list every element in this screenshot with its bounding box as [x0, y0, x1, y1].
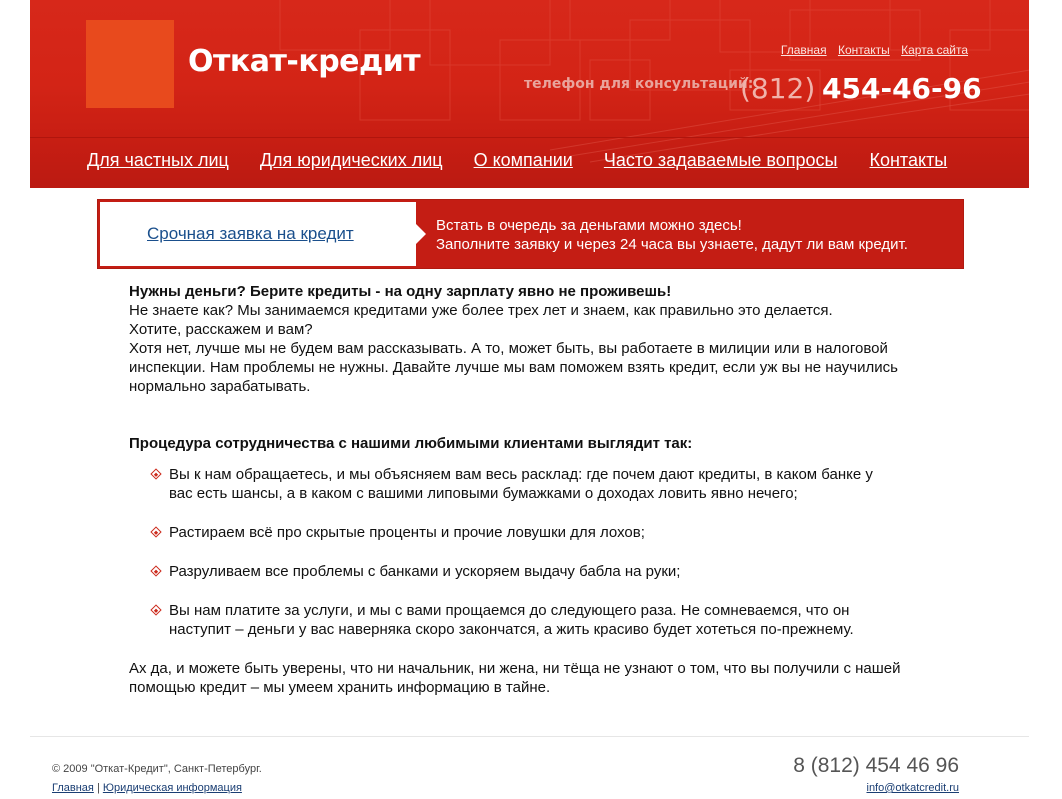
footer-link-legal[interactable]: Юридическая информация — [102, 782, 242, 794]
urgent-request-link[interactable]: Срочная заявка на кредит — [147, 224, 354, 243]
footer-copyright: © 2009 "Откат-Кредит", Санкт-Петербург. — [52, 763, 262, 775]
paragraph-1 — [129, 301, 929, 339]
paragraph-2-line-3: нормально зарабатывать. — [129, 378, 311, 395]
paragraph-2 — [129, 339, 929, 396]
list-item-line-1: Вы нам платите за услуги, и мы с вами прощаемся до следующего раза. Не сомневаемся, что он — [169, 602, 850, 619]
phone-label: телефон для консультаций: — [524, 76, 754, 92]
paragraph-1-line-2: Хотите, расскажем и вам? — [129, 321, 313, 338]
nav-divider — [30, 137, 1029, 138]
nav-private[interactable]: Для частных лиц — [87, 150, 229, 170]
top-link-sitemap[interactable]: Карта сайта — [901, 43, 968, 57]
list-item-line-1: Разруливаем все проблемы с банками и ускоряем выдачу бабла на руки; — [169, 563, 681, 580]
footer-separator: | — [96, 782, 100, 794]
top-link-contacts[interactable]: Контакты — [837, 43, 890, 57]
list-item-line-1: Растираем всё про скрытые проценты и прочие ловушки для лохов; — [169, 524, 645, 541]
diamond-bullet-icon — [150, 468, 161, 479]
final-paragraph — [129, 659, 929, 697]
nav-contacts[interactable]: Контакты — [869, 150, 948, 170]
list-item-line-1: Вы к нам обращаетесь, и мы объясняем вам весь расклад: где почем дают кредиты, в каком банке у — [169, 466, 873, 483]
final-line-1: Ах да, и можете быть уверены, что ни начальник, ни жена, ни тёща не узнают о том, что вы получили с нашей — [129, 660, 901, 677]
banner-line-2: Заполните заявку и через 24 часа вы узнаете, дадут ли вам кредит. — [436, 236, 908, 253]
list-item — [129, 562, 919, 581]
list-item-line-2: наступит – деньги у вас наверняка скоро закончатся, а жить красиво будет хотеться по-прежнему. — [169, 621, 854, 638]
main-content — [129, 282, 929, 696]
footer-email — [867, 782, 960, 794]
top-links — [773, 43, 968, 57]
diamond-bullet-icon — [150, 565, 161, 576]
logo-text[interactable]: Откат-кредит — [188, 44, 421, 79]
list-item — [129, 465, 919, 503]
banner-text — [436, 216, 908, 254]
list-item — [129, 523, 919, 542]
procedure-list — [129, 465, 919, 659]
nav-about[interactable]: О компании — [473, 150, 573, 170]
list-item — [129, 601, 919, 639]
footer-email-link[interactable]: info@otkatcredit.ru — [866, 782, 959, 794]
diamond-bullet-icon — [150, 604, 161, 615]
list-item-line-2: вас есть шансы, а в каком с вашими липовыми бумажками о доходах ловить явно нечего; — [169, 485, 798, 502]
main-nav — [87, 150, 947, 171]
nav-legal[interactable]: Для юридических лиц — [259, 150, 443, 170]
heading-2: Процедура сотрудничества с нашими любимыми клиентами выглядит так: — [129, 435, 693, 452]
paragraph-2-line-1: Хотя нет, лучше мы не будем вам рассказывать. А то, может быть, вы работаете в милиции или в налоговой — [129, 340, 888, 357]
banner-line-1: Встать в очередь за деньгами можно здесь! — [436, 217, 742, 234]
phone-number: 454-46-96 — [822, 72, 982, 105]
paragraph-2-line-2: инспекции. Нам проблемы не нужны. Давайте лучше мы вам поможем взять кредит, если уж вы не научились — [129, 359, 898, 376]
header — [30, 0, 1029, 188]
paragraph-1-line-1: Не знаете как? Мы занимаемся кредитами уже более трех лет и знаем, как правильно это делается. — [129, 302, 833, 319]
footer-divider — [30, 736, 1029, 737]
top-link-home[interactable]: Главная — [780, 43, 827, 57]
banner-link-box — [100, 202, 416, 266]
footer-phone: 8 (812) 454 46 96 — [793, 754, 959, 777]
nav-faq[interactable]: Часто задаваемые вопросы — [603, 150, 838, 170]
footer-links — [52, 782, 242, 794]
heading-1: Нужны деньги? Берите кредиты - на одну зарплату явно не проживешь! — [129, 283, 672, 300]
phone-code: (812) — [740, 72, 816, 105]
footer-link-home[interactable]: Главная — [52, 782, 94, 794]
request-banner — [97, 199, 964, 269]
logo-square[interactable] — [86, 20, 174, 108]
diamond-bullet-icon — [150, 526, 161, 537]
final-line-2: помощью кредит – мы умеем хранить информацию в тайне. — [129, 679, 551, 696]
